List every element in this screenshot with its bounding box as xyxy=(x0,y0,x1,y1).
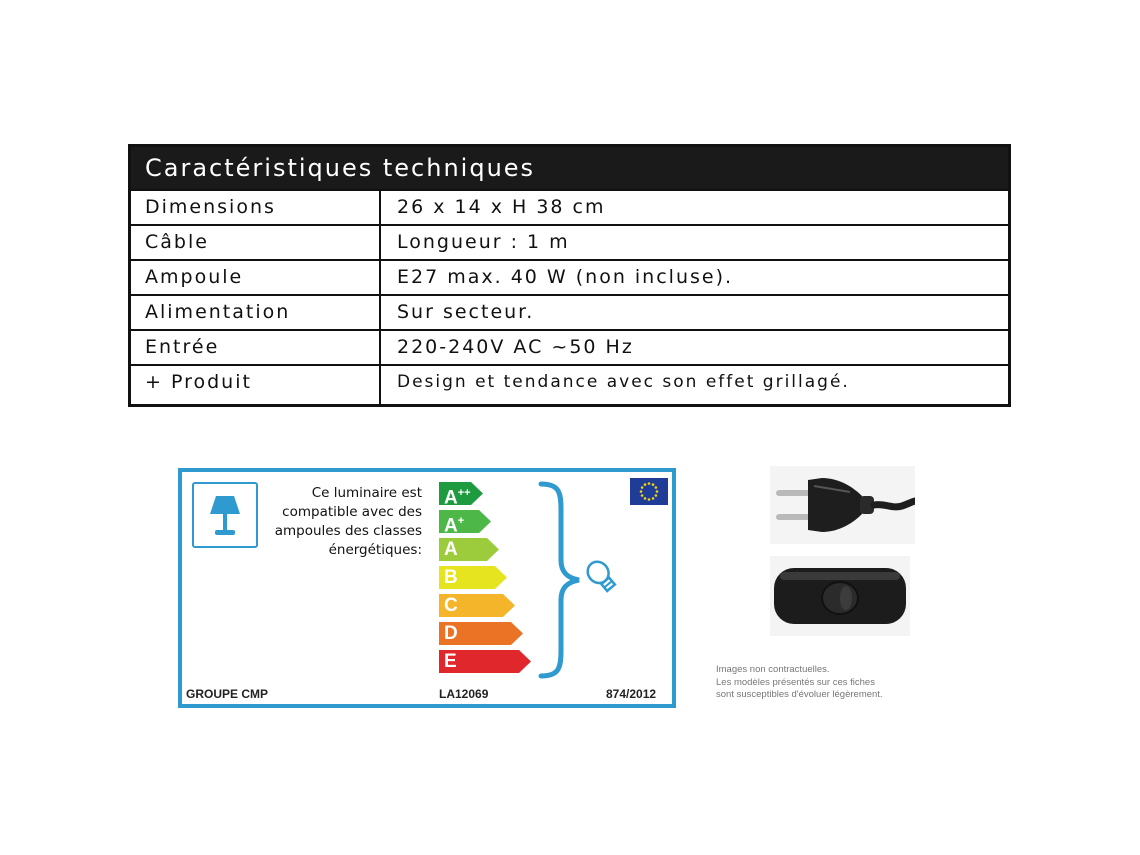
spec-value: Sur secteur. xyxy=(397,301,535,323)
compatibility-text-line: Ce luminaire est xyxy=(311,485,422,501)
spec-row xyxy=(131,329,1008,364)
spec-table-title: Caractéristiques techniques xyxy=(131,147,1008,189)
spec-value: Design et tendance avec son effet grillagé. xyxy=(397,372,850,392)
compatibility-text-line: compatible avec des xyxy=(282,504,422,520)
column-divider xyxy=(379,261,381,294)
spec-value: Longueur : 1 m xyxy=(397,231,570,253)
spec-key: Ampoule xyxy=(145,266,244,288)
energy-class-d: D xyxy=(439,622,523,645)
energy-class-a-plus: A+ xyxy=(439,510,491,533)
spec-key: Dimensions xyxy=(145,196,276,218)
disclaimer-line: Les modèles présentés sur ces fiches xyxy=(716,676,875,688)
plug-image xyxy=(770,466,915,544)
column-divider xyxy=(379,191,381,224)
spec-row xyxy=(131,189,1008,224)
light-bulb-icon xyxy=(582,557,622,597)
column-divider xyxy=(379,296,381,329)
disclaimer-text xyxy=(716,664,916,702)
spec-value: 220-240V AC ~50 Hz xyxy=(397,336,634,358)
disclaimer-line: Images non contractuelles. xyxy=(716,664,830,675)
spec-row xyxy=(131,259,1008,294)
spec-row xyxy=(131,294,1008,329)
column-divider xyxy=(379,366,381,404)
brace-icon xyxy=(537,480,583,680)
compatibility-text-line: énergétiques: xyxy=(328,542,422,558)
spec-key: Alimentation xyxy=(145,301,291,323)
spec-value: 26 x 14 x H 38 cm xyxy=(397,196,606,218)
regulation-number: 874/2012 xyxy=(606,687,657,701)
spec-value: E27 max. 40 W (non incluse). xyxy=(397,266,734,288)
spec-key: + Produit xyxy=(145,371,252,393)
spec-key: Câble xyxy=(145,231,209,253)
energy-class-a-plus-plus: A++ xyxy=(439,482,483,505)
energy-class-a: A xyxy=(439,538,499,561)
spec-key: Entrée xyxy=(145,336,220,358)
energy-label xyxy=(178,468,676,708)
energy-class-b: B xyxy=(439,566,507,589)
energy-class-c: C xyxy=(439,594,515,617)
column-divider xyxy=(379,331,381,364)
eu-flag-icon xyxy=(630,478,668,505)
cord-switch-image xyxy=(770,556,910,636)
spec-row xyxy=(131,224,1008,259)
brand-name: GROUPE CMP xyxy=(186,687,269,701)
column-divider xyxy=(379,226,381,259)
disclaimer-line: sont susceptibles d'évoluer légèrement. xyxy=(716,689,883,700)
compatibility-text xyxy=(274,484,422,560)
energy-class-e: E xyxy=(439,650,531,673)
spec-table xyxy=(128,144,1011,407)
lamp-icon xyxy=(192,482,258,548)
compatibility-text-line: ampoules des classes xyxy=(274,523,422,539)
spec-row xyxy=(131,364,1008,404)
model-number: LA12069 xyxy=(439,687,489,701)
